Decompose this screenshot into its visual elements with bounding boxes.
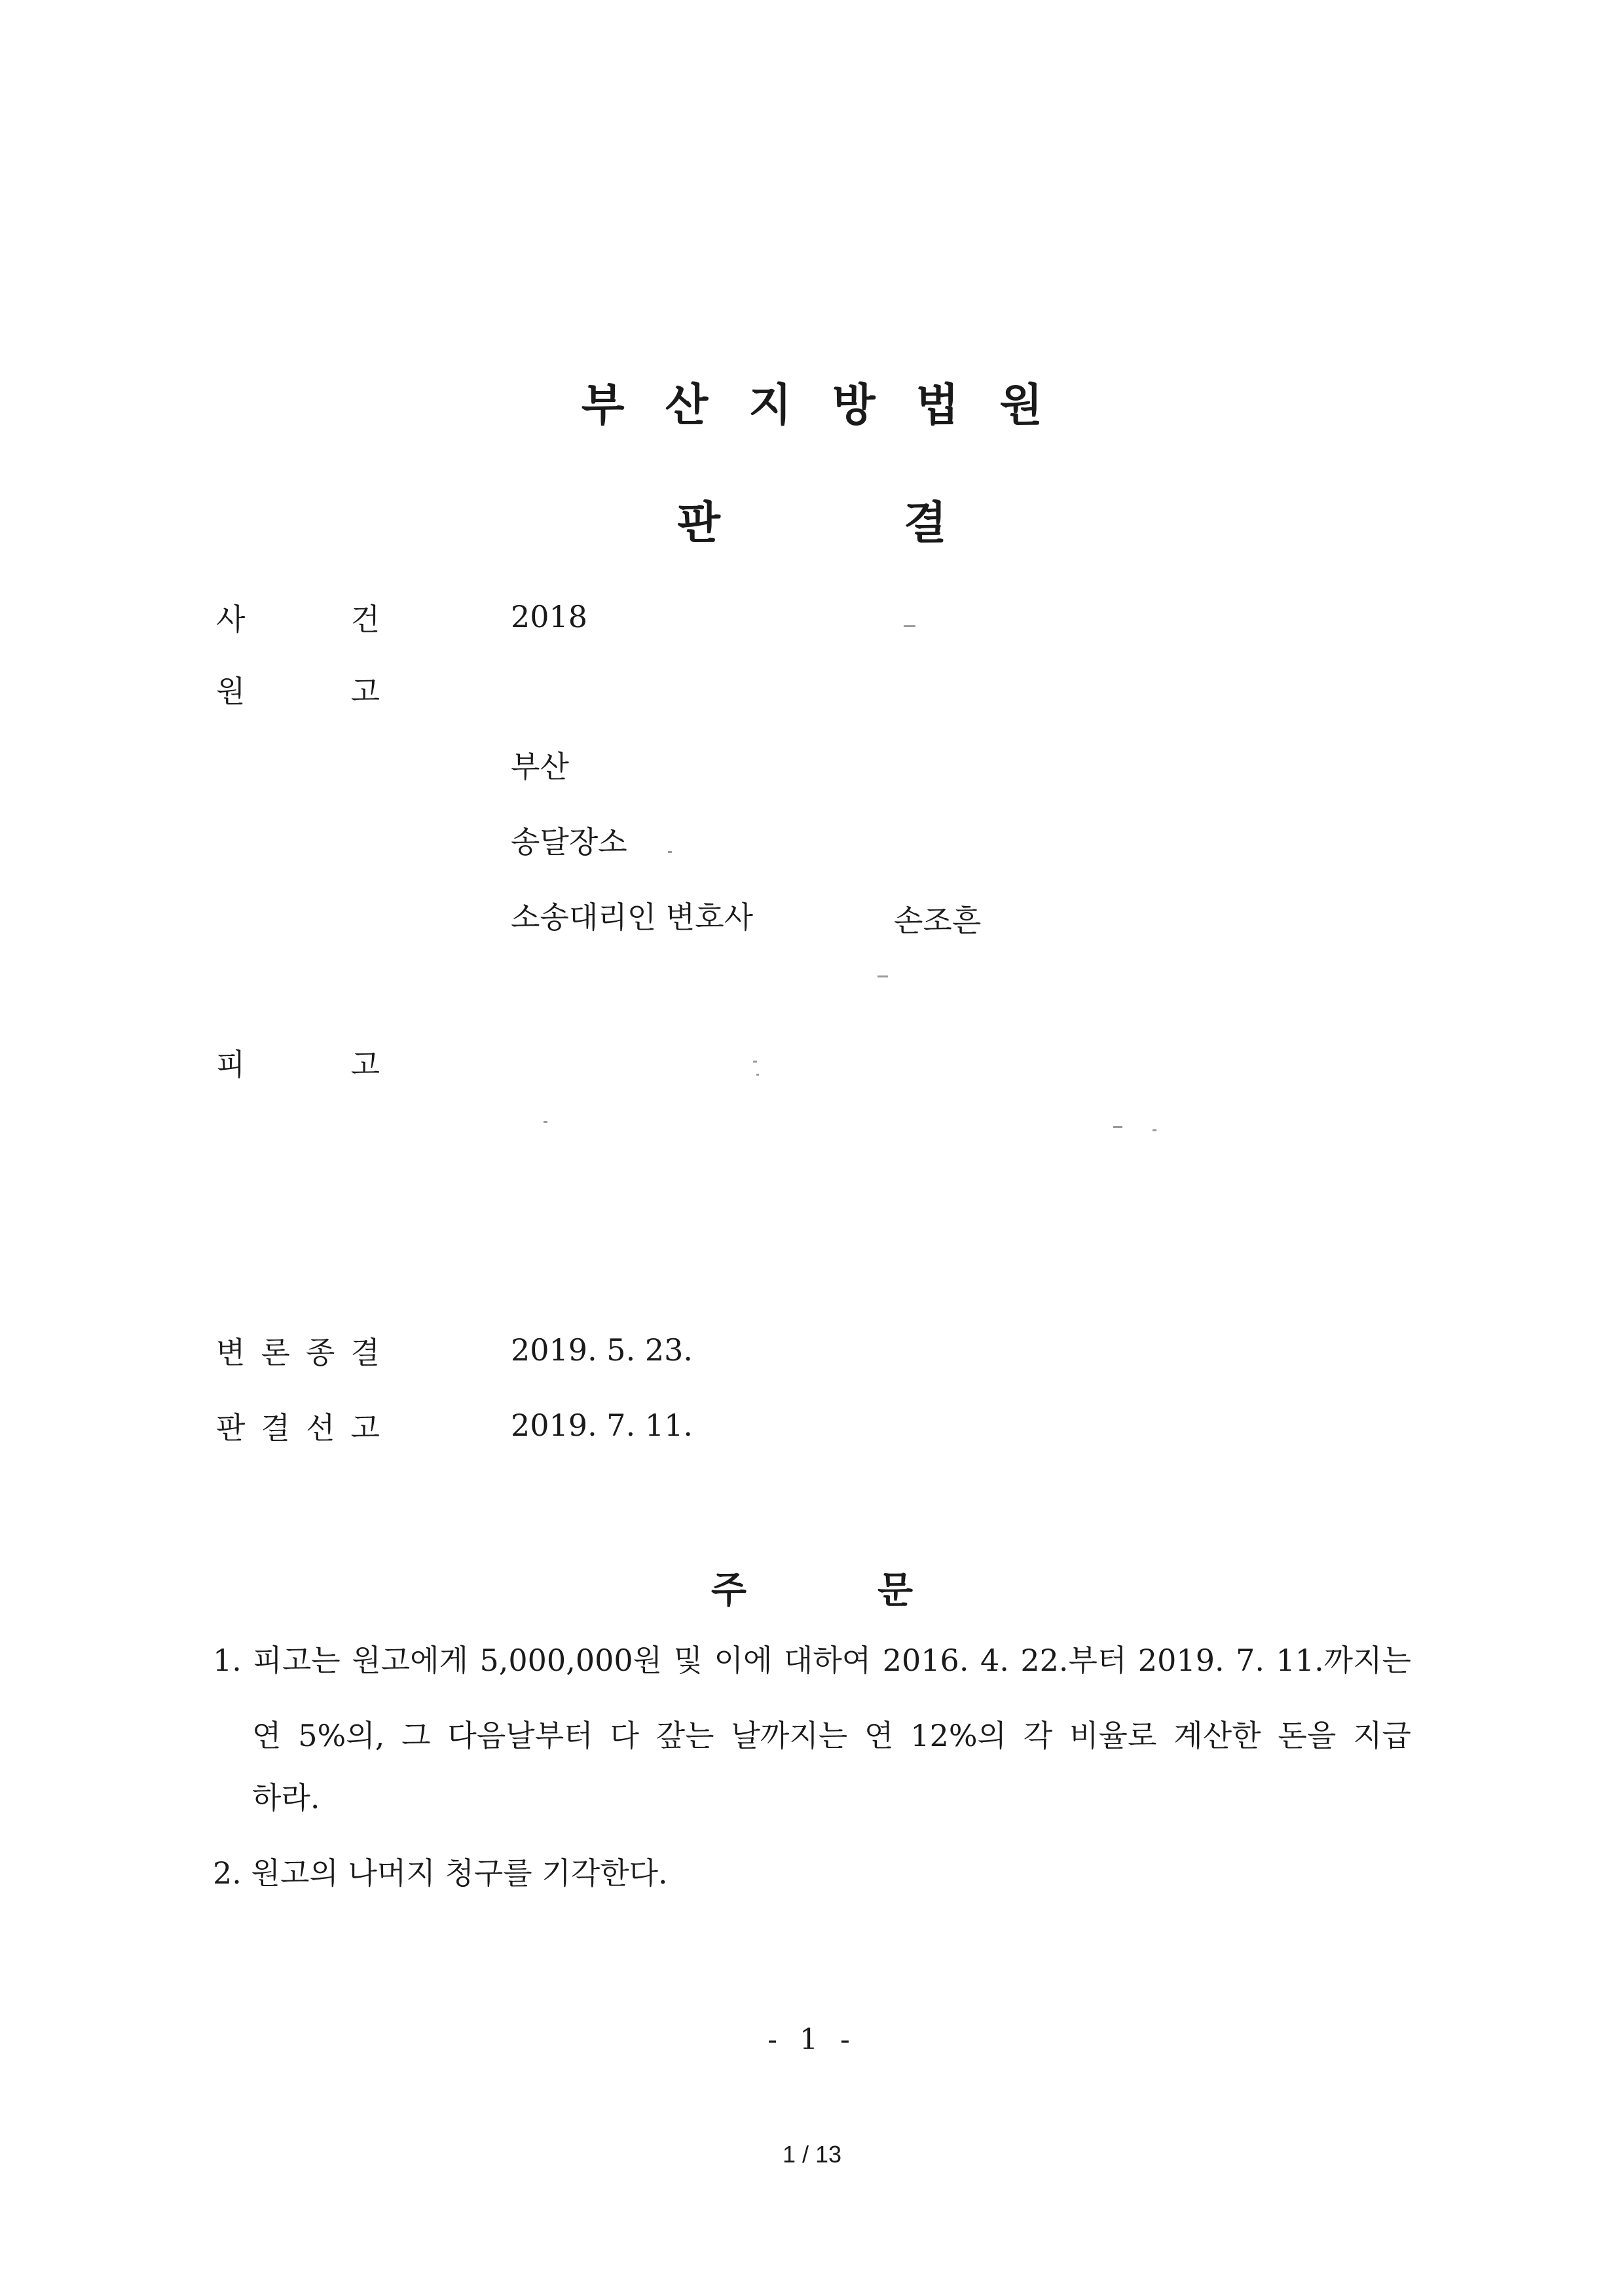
page-counter: 1 / 13	[782, 2141, 842, 2168]
case-label: 사 건	[216, 602, 380, 637]
plaintiff-address: 부산	[511, 749, 569, 784]
hearing-closed-date: 2019. 5. 23.	[511, 1332, 693, 1368]
judgment-date-label: 판 결 선 고	[216, 1410, 380, 1446]
page-number: - 1 -	[767, 2023, 857, 2056]
court-name: 부산지방법원	[581, 380, 1084, 431]
judgment-date: 2019. 7. 11.	[511, 1408, 693, 1443]
order-item-1-line-2: 연 5%의, 그 다음날부터 다 갚는 날까지는 연 12%의 각 비율로 계산한 돈을 지급	[252, 1718, 1411, 1753]
document-title-right: 결	[904, 498, 947, 549]
order-item-1-line-1: 1. 피고는 원고에게 5,000,000원 및 이에 대하여 2016. 4. 22.부터 2019. 7. 11.까지는	[213, 1643, 1411, 1678]
defendant-label: 피 고	[216, 1047, 380, 1082]
document-title-left: 판	[677, 498, 720, 549]
case-number: 2018	[511, 599, 588, 634]
plaintiff-delivery-place: 송달장소	[511, 824, 627, 860]
order-item-2: 2. 원고의 나머지 청구를 기각한다.	[213, 1855, 668, 1891]
document-title	[0, 488, 1624, 551]
order-item-1-line-3: 하라.	[252, 1780, 320, 1815]
plaintiff-attorney-name: 손조흔	[894, 903, 982, 938]
hearing-closed-label: 변 론 종 결	[216, 1335, 380, 1370]
plaintiff-label: 원 고	[216, 674, 380, 709]
plaintiff-attorney-label: 소송대리인 변호사	[511, 900, 754, 935]
order-section-title: 주 문	[710, 1569, 913, 1612]
